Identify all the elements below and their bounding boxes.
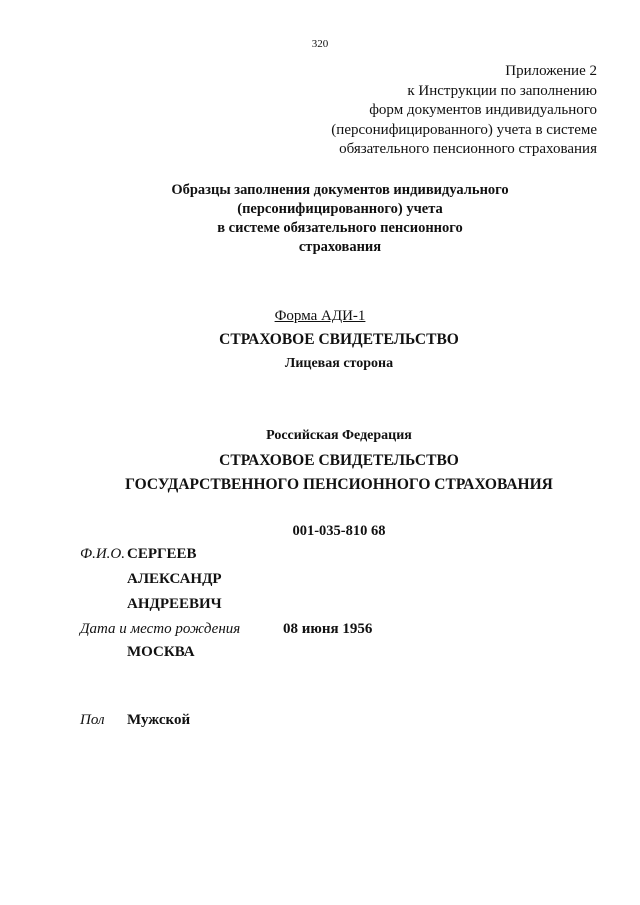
birth-date-value: 08 июня 1956 [283,621,373,637]
samples-title-line-3: в системе обязательного пенсионного [217,220,463,236]
patronymic-value: АНДРЕЕВИЧ [127,596,222,612]
sex-label: Пол [80,712,105,728]
surname-value: СЕРГЕЕВ [127,546,197,562]
certificate-country: Российская Федерация [266,428,412,443]
appendix-header [331,62,597,160]
samples-title [140,181,540,257]
samples-title-line-4: страхования [298,239,382,255]
certificate-title: СТРАХОВОЕ СВИДЕТЕЛЬСТВО [219,452,459,469]
appendix-line-5: обязательного пенсионного страхования [339,141,597,157]
form-code [0,308,640,325]
birth-label: Дата и место рождения [80,621,241,637]
certificate-subtitle: ГОСУДАРСТВЕННОГО ПЕНСИОННОГО СТРАХОВАНИЯ [125,476,553,493]
samples-title-line-1: Образцы заполнения документов индивидуального [171,182,509,198]
form-title: СТРАХОВОЕ СВИДЕТЕЛЬСТВО [219,331,459,348]
certificate-number: 001-035-810 68 [292,523,386,539]
appendix-line-3: форм документов индивидуального [369,102,597,118]
fio-label: Ф.И.О. [80,546,125,562]
appendix-line-4: (персонифицированного) учета в системе [331,121,597,138]
form-code-text: Форма АДИ-1 [274,308,366,324]
first-name-value: АЛЕКСАНДР [127,571,222,587]
appendix-line-1: Приложение 2 [505,63,597,79]
form-side: Лицевая сторона [284,356,394,371]
samples-title-line-2: (персонифицированного) учета [237,201,443,217]
appendix-line-2: к Инструкции по заполнению [407,82,597,99]
page-number: 320 [311,38,329,50]
sex-value: Мужской [127,712,191,728]
birth-place-value: МОСКВА [127,644,195,660]
